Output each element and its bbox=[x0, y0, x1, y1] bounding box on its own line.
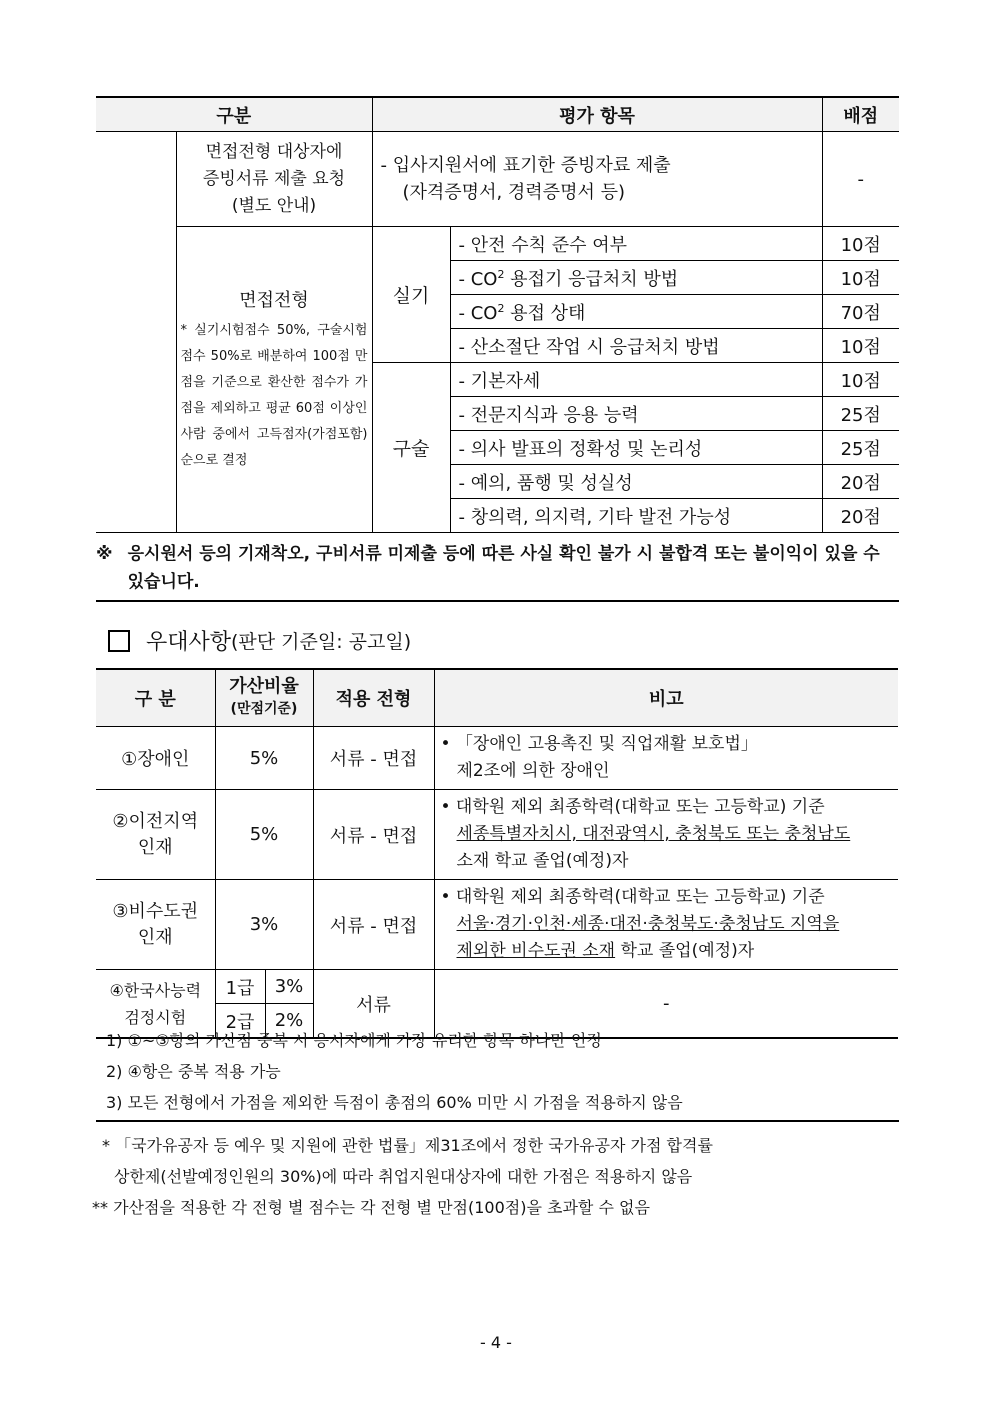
oral-score: 20점 bbox=[822, 465, 899, 499]
remark-line: • 대학원 제외 최종학력(대학교 또는 고등학교) 기준 bbox=[440, 797, 825, 817]
evaluation-table bbox=[96, 96, 899, 533]
header-stage: 적용 전형 bbox=[313, 669, 434, 727]
remark-line: 세종특별자치시, 대전광역시, 충청북도 또는 충청남도 bbox=[456, 824, 851, 844]
remark-line: 소재 학교 졸업(예정)자 bbox=[456, 851, 629, 871]
superscript: 2 bbox=[497, 301, 505, 315]
pref-remark: - bbox=[434, 970, 898, 1039]
oral-item: - 창의력, 의지력, 기타 발전 가능성 bbox=[450, 499, 822, 533]
pref-stage: 서류 - 면접 bbox=[313, 880, 434, 970]
table-header-row bbox=[96, 97, 899, 132]
item-text: - 산소절단 작업 시 응급처치 방법 bbox=[458, 336, 720, 358]
grade-ratio: 3% bbox=[265, 970, 313, 1004]
preference-notes bbox=[96, 1025, 899, 1122]
page-number: - 4 - bbox=[480, 1333, 512, 1352]
grade-label: 2급 bbox=[215, 1004, 265, 1039]
practical-score: 10점 bbox=[822, 227, 899, 261]
pref-ratio: 5% bbox=[215, 790, 313, 880]
table-row bbox=[96, 790, 898, 880]
oral-item: - 의사 발표의 정확성 및 논리성 bbox=[450, 431, 822, 465]
item-text: - CO bbox=[458, 302, 498, 324]
item-text: - 안전 수칙 준수 여부 bbox=[458, 234, 627, 256]
table-row bbox=[96, 970, 898, 1004]
header-ratio bbox=[215, 669, 313, 727]
remark-text: 학교 졸업(예정)자 bbox=[615, 941, 755, 961]
blank-category-cell bbox=[96, 132, 176, 533]
pref-category bbox=[96, 880, 215, 970]
oral-item: - 예의, 품행 및 성실성 bbox=[450, 465, 822, 499]
oral-label: 구술 bbox=[372, 363, 450, 533]
practical-score: 70점 bbox=[822, 295, 899, 329]
practical-item bbox=[450, 227, 822, 261]
oral-score: 20점 bbox=[822, 499, 899, 533]
doc-request-item bbox=[372, 132, 822, 227]
pref-remark bbox=[434, 727, 898, 790]
checkbox-square-icon bbox=[108, 630, 130, 652]
remark-line: • 대학원 제외 최종학력(대학교 또는 고등학교) 기준 bbox=[440, 887, 825, 907]
remark-line: 서울·경기·인천·세종·대전·충청북도·충청남도 지역을 bbox=[456, 914, 840, 934]
header-ratio-sub: (만점기준) bbox=[230, 701, 298, 717]
pref-remark bbox=[434, 880, 898, 970]
oral-item: - 전문지식과 응용 능력 bbox=[450, 397, 822, 431]
superscript: 2 bbox=[497, 267, 505, 281]
footnote-2: ** 가산점을 적용한 각 전형 별 점수는 각 전형 별 만점(100점)을 초과할 수 없음 bbox=[92, 1198, 650, 1217]
item-text: 용접 상태 bbox=[504, 302, 586, 324]
doc-request-label-line: 면접전형 대상자에 bbox=[205, 141, 343, 162]
doc-request-item-line: (자격증명서, 경력증명서 등) bbox=[402, 182, 625, 203]
practical-item bbox=[450, 295, 822, 329]
note-item: 2) ④항은 중복 적용 가능 bbox=[106, 1062, 281, 1081]
doc-request-row bbox=[96, 132, 899, 227]
doc-request-label bbox=[176, 132, 372, 227]
table-header-row bbox=[96, 669, 898, 727]
warning-notice bbox=[96, 540, 899, 602]
remark-line bbox=[441, 938, 893, 965]
pref-ratio: 5% bbox=[215, 727, 313, 790]
pref-stage: 서류 - 면접 bbox=[313, 790, 434, 880]
footnote-1 bbox=[92, 1130, 902, 1192]
interview-cell bbox=[176, 227, 372, 533]
pref-remark bbox=[434, 790, 898, 880]
pref-category-text: ③비수도권 인재 bbox=[112, 900, 199, 948]
remark-line: • 「장애인 고용촉진 및 직업재활 보호법」 bbox=[440, 734, 758, 754]
pref-category bbox=[96, 790, 215, 880]
grade-ratio: 2% bbox=[265, 1004, 313, 1039]
practical-item bbox=[450, 261, 822, 295]
practical-item bbox=[450, 329, 822, 363]
footnote-line: 상한제(선발예정인원의 30%)에 따라 취업지원대상자에 대한 가점은 적용하지 않음 bbox=[114, 1167, 693, 1186]
pref-category-text: 검정시험 bbox=[124, 1007, 187, 1027]
oral-score: 10점 bbox=[822, 363, 899, 397]
pref-category: ①장애인 bbox=[96, 727, 215, 790]
oral-score: 25점 bbox=[822, 397, 899, 431]
practical-score: 10점 bbox=[822, 261, 899, 295]
pref-stage: 서류 - 면접 bbox=[313, 727, 434, 790]
header-items: 평가 항목 bbox=[372, 97, 822, 132]
header-category: 구 분 bbox=[96, 669, 215, 727]
doc-request-score: - bbox=[822, 132, 899, 227]
section-subtitle: (판단 기준일: 공고일) bbox=[231, 631, 412, 653]
oral-score: 25점 bbox=[822, 431, 899, 465]
oral-item: - 기본자세 bbox=[450, 363, 822, 397]
section-title: 우대사항 bbox=[146, 630, 232, 655]
footnote-line: * 「국가유공자 등 예우 및 지원에 관한 법률」제31조에서 정한 국가유공자 가점 합격률 bbox=[102, 1136, 713, 1155]
warning-text: 응시원서 등의 기재착오, 구비서류 미제출 등에 따른 사실 확인 불가 시 불합격 또는 불이익이 있을 수 있습니다. bbox=[127, 544, 880, 592]
note-item: 1) ①~③항의 가산점 중복 시 응시자에게 가장 유리한 항목 하나만 인정 bbox=[106, 1031, 602, 1050]
item-text: 용접기 응급처치 방법 bbox=[504, 268, 679, 290]
pref-category-text: ②이전지역 인재 bbox=[112, 810, 199, 858]
grade-label: 1급 bbox=[215, 970, 265, 1004]
practical-label: 실기 bbox=[372, 227, 450, 363]
item-text: - CO bbox=[458, 268, 498, 290]
table-row bbox=[96, 880, 898, 970]
interview-title: 면접전형 bbox=[239, 289, 309, 311]
practical-score: 10점 bbox=[822, 329, 899, 363]
reference-mark: ※ bbox=[96, 544, 113, 564]
header-score: 배점 bbox=[822, 97, 899, 132]
doc-request-item-line: - 입사지원서에 표기한 증빙자료 제출 bbox=[380, 155, 671, 176]
pref-stage: 서류 bbox=[313, 970, 434, 1039]
header-ratio-label: 가산비율 bbox=[229, 676, 299, 697]
remark-line: 제2조에 의한 장애인 bbox=[456, 761, 610, 781]
table-row bbox=[96, 727, 898, 790]
interview-note: * 실기시험점수 50%, 구술시험점수 50%로 배분하여 100점 만점을 기준으로 환산한 점수가 가점을 제외하고 평균 60점 이상인 사람 중에서 고득점자(가점포함) 순으로 결정 bbox=[180, 322, 368, 468]
header-category: 구분 bbox=[96, 97, 372, 132]
doc-request-label-line: (별도 안내) bbox=[231, 195, 317, 216]
doc-request-label-line: 증빙서류 제출 요청 bbox=[202, 168, 346, 189]
pref-category-text: ④한국사능력 bbox=[109, 980, 202, 1000]
note-item: 3) 모든 전형에서 가점을 제외한 득점이 총점의 60% 미만 시 가점을 적용하지 않음 bbox=[106, 1093, 683, 1112]
remark-underlined: 제외한 비수도권 소재 bbox=[456, 941, 616, 961]
pref-ratio: 3% bbox=[215, 880, 313, 970]
header-remark: 비고 bbox=[434, 669, 898, 727]
section-heading bbox=[108, 625, 411, 656]
preference-table bbox=[96, 668, 898, 1039]
